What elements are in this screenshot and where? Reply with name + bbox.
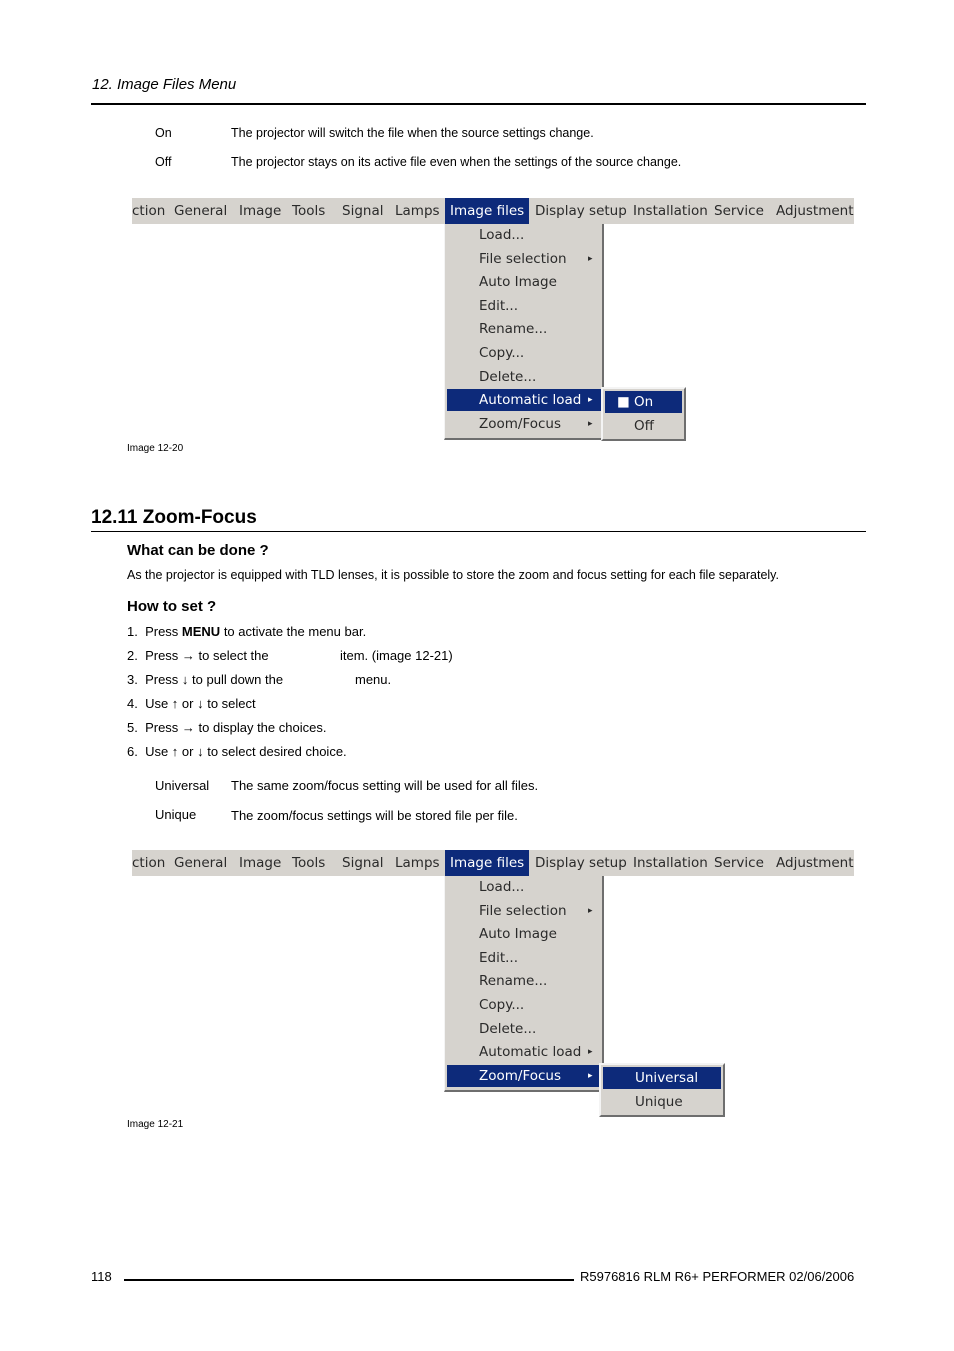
menu-screenshot-zoom-focus [132,850,854,1120]
step-4: 4. Use ↑ or ↓ to select [127,696,256,711]
chevron-right-icon: ▸ [588,906,593,916]
image-files-dropdown [444,876,604,1092]
menubar-item-image[interactable]: Image [239,855,282,871]
submenu-item-universal[interactable]: Universal [603,1067,721,1089]
chevron-right-icon: ▸ [588,1071,593,1081]
step-2: 2. Press → to select the [127,648,269,663]
image-files-dropdown [444,224,604,440]
how-to-set-heading: How to set ? [127,598,217,615]
step-5: 5. Press → to display the choices. [127,720,327,735]
chevron-right-icon: ▸ [588,419,593,429]
menubar-item-general[interactable]: General [174,203,228,219]
footer-rule [124,1279,574,1281]
menubar-item-signal[interactable]: Signal [342,855,384,871]
chevron-right-icon: ▸ [588,254,593,264]
menu-item-zoom-focus[interactable]: Zoom/Focus ▸ [445,413,602,435]
automatic-load-submenu [601,387,686,441]
section-rule [91,531,866,532]
menubar-item-tools[interactable]: Tools [292,855,326,871]
option-desc-off: The projector stays on its active file even when the settings of the source change. [231,155,682,169]
option-term-universal: Universal [155,778,210,793]
menu-item-auto-image[interactable]: Auto Image [479,274,557,290]
menubar-item-adjustment[interactable]: Adjustment [776,203,854,219]
section-title: 12.11 Zoom-Focus [91,507,257,528]
menubar [132,850,854,876]
menu-item-auto-image[interactable]: Auto Image [479,926,557,942]
menu-item-delete[interactable]: Delete... [479,369,537,385]
footer-doc-info: R5976816 RLM R6+ PERFORMER 02/06/2006 [580,1269,855,1284]
menu-item-copy[interactable]: Copy... [479,345,525,361]
menu-item-edit[interactable]: Edit... [479,950,519,966]
chevron-right-icon: ▸ [588,1047,593,1057]
menubar-item-tools[interactable]: Tools [292,203,326,219]
menubar-item-lamps[interactable]: Lamps [395,203,440,219]
menu-item-rename[interactable]: Rename... [479,973,548,989]
zoom-focus-submenu [599,1063,725,1117]
menu-item-load[interactable]: Load... [479,227,525,243]
menubar-item-ction[interactable]: ction [132,855,166,871]
menu-item-file-selection[interactable]: File selection ▸ [445,248,602,270]
menubar-item-service[interactable]: Service [714,203,764,219]
menubar-item-image[interactable]: Image [239,203,282,219]
page-header-title: 12. Image Files Menu [92,76,237,93]
option-desc-on: The projector will switch the file when the source settings change. [231,126,594,140]
menubar [132,198,854,224]
image-caption: Image 12-20 [127,443,184,454]
menubar-item-installation[interactable]: Installation [633,855,708,871]
page-number: 118 [91,1269,112,1284]
menubar-item-display-setup[interactable]: Display setup [535,855,627,871]
step-6: 6. Use ↑ or ↓ to select desired choice. [127,744,347,759]
menu-screenshot-automatic-load [132,198,854,443]
step-3: 3. Press ↓ to pull down the [127,672,284,687]
image-caption: Image 12-21 [127,1119,184,1130]
menu-item-edit[interactable]: Edit... [479,298,519,314]
step-1: 1. Press MENU to activate the menu bar. [127,624,367,639]
submenu-item-unique[interactable]: Unique [635,1094,683,1110]
menubar-item-display-setup[interactable]: Display setup [535,203,627,219]
menu-item-rename[interactable]: Rename... [479,321,548,337]
menubar-item-service[interactable]: Service [714,855,764,871]
chevron-right-icon: ▸ [588,395,593,405]
submenu-item-on[interactable]: ■ On [605,391,682,413]
menu-item-delete[interactable]: Delete... [479,1021,537,1037]
menu-item-load[interactable]: Load... [479,879,525,895]
menu-item-automatic-load[interactable]: Automatic load ▸ [445,1041,602,1063]
option-term-unique: Unique [155,807,197,822]
menu-item-file-selection[interactable]: File selection ▸ [445,900,602,922]
menu-item-copy[interactable]: Copy... [479,997,525,1013]
option-term-on: On [155,126,172,140]
step-3-tail: menu. [355,672,392,687]
menubar-item-lamps[interactable]: Lamps [395,855,440,871]
menubar-item-general[interactable]: General [174,855,228,871]
menubar-item-ction[interactable]: ction [132,203,166,219]
option-desc-universal: The same zoom/focus setting will be used for all files. [231,778,539,793]
menu-item-zoom-focus[interactable]: Zoom/Focus ▸ [447,1065,602,1087]
menubar-item-image-files[interactable]: Image files [445,850,529,876]
menubar-item-image-files[interactable]: Image files [445,198,529,224]
step-2-tail: item. (image 12-21) [340,648,453,663]
submenu-item-off[interactable]: Off [634,418,654,434]
what-can-be-done-text: As the projector is equipped with TLD lenses, it is possible to store the zoom and focus setting for each file separately. [127,568,779,582]
option-term-off: Off [155,155,172,169]
what-can-be-done-heading: What can be done ? [127,542,269,559]
menubar-item-signal[interactable]: Signal [342,203,384,219]
menubar-item-adjustment[interactable]: Adjustment [776,855,854,871]
option-desc-unique: The zoom/focus settings will be stored file per file. [231,808,518,823]
menu-item-automatic-load[interactable]: Automatic load ▸ [447,389,602,411]
menubar-item-installation[interactable]: Installation [633,203,708,219]
header-rule [91,103,866,105]
